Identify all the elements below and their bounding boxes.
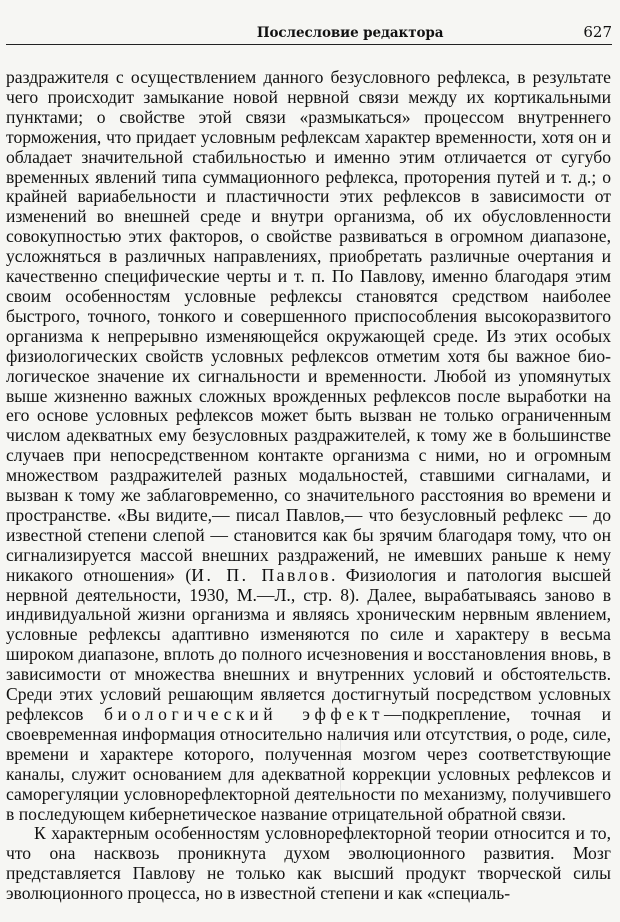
running-header xyxy=(6,20,612,45)
paragraph-1 xyxy=(6,68,611,824)
scan-artifact-line xyxy=(340,730,341,890)
running-title: Послесловие редактора xyxy=(256,25,444,41)
page-number: 627 xyxy=(583,23,612,41)
paragraph-1-text-c: —подкрепление, точная и своевременная информация относительно наличия или отсутствия, о роде, силе, времени и характере которого, полученная мозгом через соответствующие каналы, служит основанием для адекватной коррекции условных рефлексов и саморегуляции условнорефлекторной деятельности по механизму, получившего в последующем кибернетическое название отрицательной обратной связи. xyxy=(6,704,612,824)
spaced-term: биологический эффект xyxy=(104,704,384,724)
paragraph-1-text-a: раздражителя с осуществлением данного безусловного рефлекса, в результате чего происходит замыкание новой нервной связи между их кортикальными пунктами; о свойстве этой связи «размыкаться» процессом внутреннего торможения, что придает условным рефлексам характер временности, хотя он и обладает значительной стабильностью и именно этим отличается от сугубо временных явлений типа суммационного рефлекса, проторения путей и т. д.; о крайней вариабельности и пластичности этих рефлексов в зависимости от изменений во внешней среде и внутри организма, об их обусловленности совокупностью этих факторов, о свойстве развиваться в огромном диапазоне, усложняться в различных направлениях, приобретать различные очертания и качественно специфические черты и т. п. По Павлову, именно благодаря этим своим особенностям условные рефлексы становятся средством наиболее быстрого, точного, тонкого и совершенного приспособления высокоразвитого организма к непрерывно изменяющейся окружающей среде. Из этих особых физиологических свойств условных рефлексов отметим хотя бы важное биологическое значение их сигнальности и временности. Любой из упомянутых выше жизненно важных сложных врожденных рефлексов после выработки на его основе условных рефлексов может быть вызван не только ограниченным числом адекватных ему безусловных раздражителей, к тому же в большинстве случаев при непосредственном контакте организма с ними, но и огромным множеством раздражителей разных модальностей, ставшими сигналами, и вызван к тому же заблаговременно, со значительного расстояния во времени и пространстве. «Вы видите,— писал Павлов,— что безусловный рефлекс — до известной степени слепой — становится как бы зрячим благодаря тому, что он сигнализируется массой внешних раздражений, не имевших раньше к нему никакого отношения» ( xyxy=(6,67,611,585)
citation-author: И. П. Павлов xyxy=(191,564,331,585)
body-text xyxy=(6,68,611,904)
paragraph-2: К характерным особенностям условнорефлекторной теории относится и то, что она насквозь проникнута духом эволюционного развития. Мозг представляется Павлову не только как высший продукт творческой силы эволюционного процесса, но в известной степени и как «специаль- xyxy=(6,823,611,904)
paragraph-1-text-b: . Физиология и патология высшей нервной деятельности, 1930, М.—Л., стр. 8). Далее, вырабатываясь заново в индивидуальной жизни организма и являясь хроническим нервным явлением, условные рефлексы адаптивно изменяются по силе и характеру в весьма широком диапазоне, вплоть до полного исчезновения и восстановления вновь, в зависимости от множества внешних и внутренних условий и обстоятельств. Среди этих условий решающим является достигнутый посредством условных рефлексов xyxy=(6,564,611,724)
